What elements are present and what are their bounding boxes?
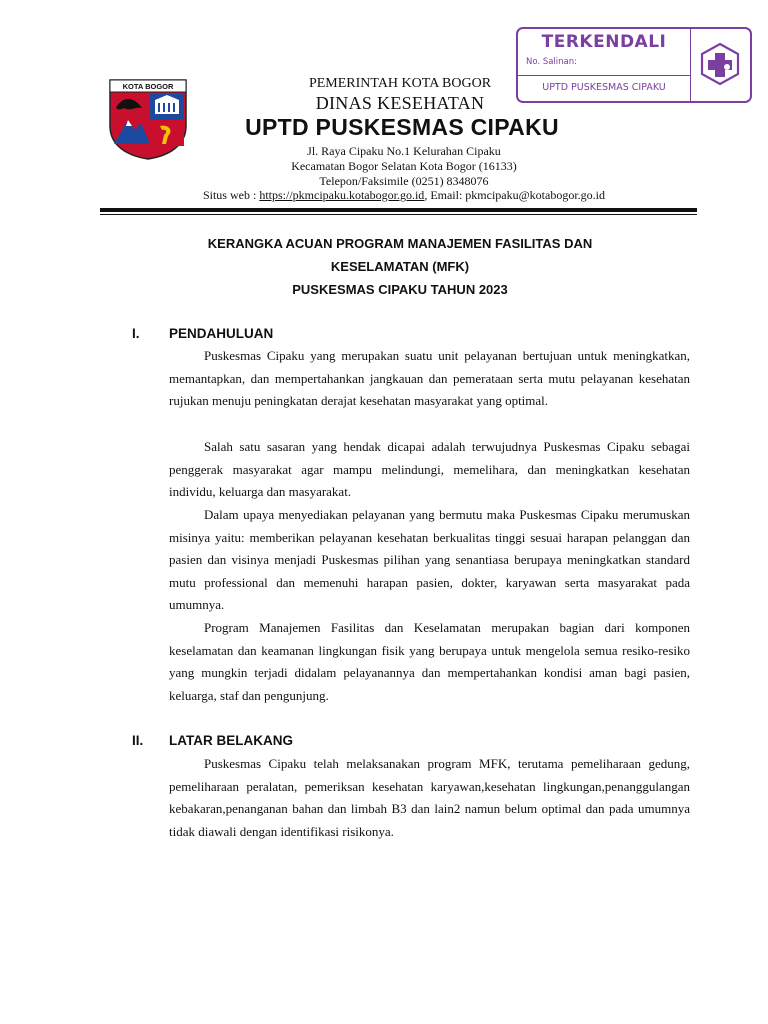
government-name: PEMERINTAH KOTA BOGOR: [308, 76, 492, 91]
website-link[interactable]: https://pkmcipaku.kotabogor.go.id: [259, 188, 425, 202]
letterhead-rule-thick: [100, 208, 697, 212]
document-title-line-1: KERANGKA ACUAN PROGRAM MANAJEMEN FASILITAS DAN: [207, 236, 593, 251]
letterhead-rule-thin: [100, 214, 697, 215]
stamp-unit: UPTD PUSKESMAS CIPAKU: [542, 82, 666, 93]
health-cross-icon: [698, 42, 742, 86]
paragraph: Salah satu sasaran yang hendak dicapai adalah terwujudnya Puskesmas Cipaku sebagai penggerak masyarakat agar mampu melindungi, memelihara, dan meningkatkan kesehatan individu, keluarga dan masyarakat.: [169, 439, 690, 500]
section-title: LATAR BELAKANG: [169, 733, 293, 748]
section-number: II.: [132, 733, 144, 748]
document-title-line-2: KESELAMATAN (MFK): [330, 259, 470, 274]
address-line-2: Kecamatan Bogor Selatan Kota Bogor (16133): [291, 159, 517, 173]
paragraph: Program Manajemen Fasilitas dan Keselamatan merupakan bagian dari komponen keselamatan dan keamanan lingkungan fisik yang berupaya untuk mengelola semua resiko-resiko yang mungkin terjadi didalam pelayanannya dan mempertahankan kondisi aman bagi pasien, keluarga, staf dan pengunjung.: [169, 620, 690, 703]
section-title: PENDAHULUAN: [169, 326, 274, 341]
institution-name: UPTD PUSKESMAS CIPAKU: [245, 114, 559, 140]
department-name: DINAS KESEHATAN: [315, 93, 485, 113]
document-title-line-3: PUSKESMAS CIPAKU TAHUN 2023: [292, 282, 508, 297]
web-prefix: Situs web :: [202, 188, 260, 202]
stamp-title: TERKENDALI: [541, 32, 667, 52]
paragraph: Puskesmas Cipaku telah melaksanakan program MFK, terutama pemeliharaan gedung, pemeliharaan peralatan, pemeriksan kesehatan karyawan,kesehatan lingkungan,penanggulangan kebakaran,penanganan bahan dan limbah B3 dan lain2 namun belum optimal dan pada umumnya tidak diawali dengan identifikasi risikonya.: [169, 756, 690, 839]
contact-line: [104, 188, 704, 203]
stamp-copy-label: No. Salinan:: [526, 57, 577, 67]
section-number: I.: [132, 326, 140, 341]
phone-line: Telepon/Faksimile (0251) 8348076: [319, 174, 489, 188]
paragraph: Puskesmas Cipaku yang merupakan suatu unit pelayanan bertujuan untuk meningkatkan, memantapkan, dan mempertahankan jangkauan dan pemerataan serta mutu pelayanan kesehatan rujukan menuju peningkatan derajat kesehatan masyarakat yang optimal.: [169, 348, 690, 409]
address-line-1: Jl. Raya Cipaku No.1 Kelurahan Cipaku: [307, 144, 501, 158]
email-text: , Email: pkmcipaku@kotabogor.go.id: [424, 188, 606, 202]
paragraph: Dalam upaya menyediakan pelayanan yang bermutu maka Puskesmas Cipaku merumuskan misinya yaitu: memberikan pelayanan kesehatan berkualitas tinggi sesuai harapan pelanggan dan pasien dan visinya menjadi Puskesmas pilihan yang senantiasa berupaya meningkatkan standard mutu professional dan memenuhi harapan pasien, dokter, karyawan serta masyarakat pada umumnya.: [169, 507, 690, 613]
svg-text:KOTA BOGOR: KOTA BOGOR: [122, 82, 174, 91]
